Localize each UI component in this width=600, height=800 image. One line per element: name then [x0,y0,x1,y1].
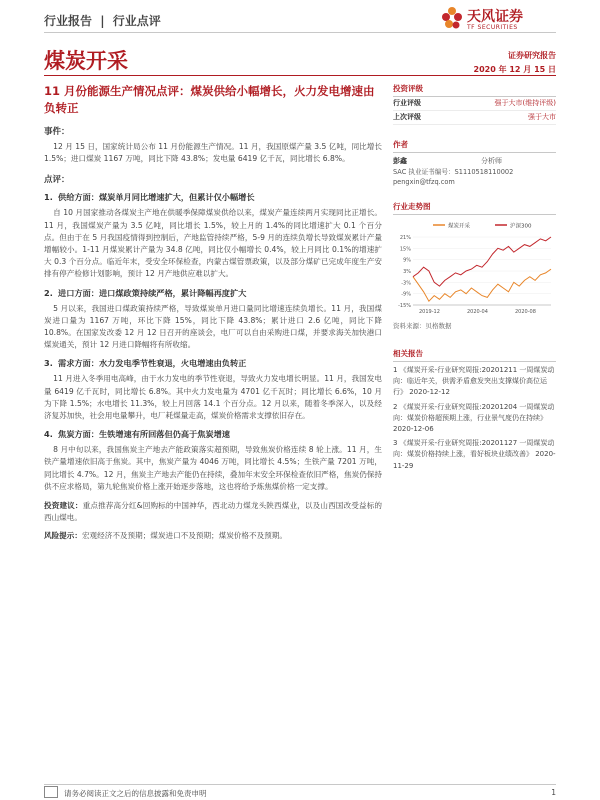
rating-row-previous [393,111,556,125]
section-import-text: 5 月以来，我国进口煤政策持续严格，导致煤炭单月进口量同比增速连续负增长。11 月，我国煤炭进口量为 1167 万吨，环比下降 15%，同比下降 43.8%；累计进口 2.6 亿吨，同比下降 10.8%。在国家发改委 12 月 12 日召开的座谈会，电厂可以自由采购进口煤，并要求海关加快港口煤炭通关，预计 12 月进口降幅将有所收缩。 [44,303,382,350]
section-supply-text: 自 10 月国家推动各煤炭主产地在供暖季保障煤炭供给以来，煤炭产量连续两月实现同比正增长。11 月，我国煤炭产量为 3.5 亿吨，同比增长 1.5%，较上月的 1.4%的同比增速扩大 0.1 个百分点。但由于在 5 月我国疫情得到控制后，产地监管持续严格，5-9 月的连续负增长导致煤炭累计产量增幅较小。1-11 月煤炭累计产量为 34.8 亿吨，同比仅小幅增长 0.4%，较上月同比 0.1%的增速扩大 0.3 个百分点。临近年末，受安全环保检查，内蒙古煤管票政策，以及部分煤矿已完成年度生产安排有停产检修计划影响，预计 12 月产地供应难以扩大。 [44,208,382,279]
report-headline: 11 月份能源生产情况点评：煤炭供给小幅增长，火力发电增速由负转正 [44,84,375,115]
investment-text: 重点推荐高分红&回购标的中国神华，西北动力煤龙头陕西煤业，以及山西国改受益标的西山煤电。 [44,501,383,523]
section-import-title [44,288,382,299]
section-coke-title [44,429,382,440]
y-tick-label: -3% [401,280,411,287]
rating-value: 强于大市 [528,113,556,121]
section-title: 需求方面：水力发电季节性衰退，火电增速由负转正 [58,358,247,369]
trend-chart [393,219,556,319]
rating-value: 强于大市(维持评级) [494,99,556,107]
series-line-hs300 [413,237,551,286]
section-demand-text: 11 月进入冬季用电高峰，由于水力发电的季节性衰退，导致火力发电增长明显。11 月，我国发电量 6419 亿千瓦时，同比增长 6.8%。其中火力发电量为 4701 亿千瓦时；同比增长 6.6%，10 月为下降 1.5%；水电增长 11.3%，较上月回落 14.1 个百分点。12 月以来，随着冬季深入，以及经济复苏加快，社会用电量攀升，电厂耗煤量走高，煤炭价格需求支撑依旧存在。 [44,374,382,421]
logo-name-en: TF SECURITIES [467,24,518,31]
risk-text: 宏观经济不及预期；煤炭进口不及预期；煤炭价格不及预期。 [81,531,287,541]
sidebar [393,80,556,472]
section-coke-text: 8 月中旬以来，我国焦炭主产地去产能政策落实超预期，导致焦炭价格连续 8 轮上涨。11 月，生铁产量增速依旧高于焦炭。其中，焦炭产量为 4046 万吨，同比增长 4.5%；生铁产量 7201 万吨，同比增长 4.7%。12 月，焦炭主产地去产能仍在持续，叠加年末安全环保检查依旧严格，焦炭仍保持供不应求格局，第九轮焦炭价格上涨开始逐步落地，这也将给予炼焦煤价格一定支撑。 [44,445,382,491]
event-heading: 事件： [44,127,70,137]
rating-key: 行业评级 [393,99,421,107]
breadcrumb-industry-report[interactable]: 行业报告 [44,14,93,28]
related-reports [393,365,556,472]
trend-chart-svg [393,219,556,319]
x-tick-label: 2020-04 [467,309,488,315]
header-breadcrumb [44,12,161,29]
related-report-item[interactable]: 1 《煤炭开采-行业研究周报:20201211 一周煤炭动向：临近年关，供需矛盾愈发突出支撑煤价高位运行》 2020-12-12 [393,366,555,397]
x-tick-label: 2020-08 [515,309,536,315]
legend-label: 沪深300 [510,223,532,230]
main-content [44,80,382,543]
related-report-item[interactable]: 3 《煤炭开采-行业研究周报:20201127 一周煤炭动向：煤炭价格持续上涨，看好板块业绩改善》 2020-11-29 [393,439,556,470]
investment-label: 投资建议： [44,501,83,511]
footer-disclaimer: 请务必阅读正文之后的信息披露和免责申明 [64,789,207,798]
author-sac: SAC 执业证书编号：S1110518110002 [393,168,514,176]
qr-code-icon [44,786,58,798]
logo-flower-icon [441,6,463,32]
page-number: 1 [551,788,556,797]
rating-row-industry [393,97,556,111]
risk-warning [44,530,382,542]
section-title: 供给方面：煤炭单月同比增速扩大，但累计仅小幅增长 [58,192,255,203]
author-row [393,156,556,167]
breadcrumb-separator: | [100,14,105,28]
legend-label: 煤炭开采 [448,223,471,230]
report-date: 2020 年 12 月 15 日 [473,65,556,74]
author-name: 彭鑫 [393,157,407,165]
related-report-item[interactable]: 2 《煤炭开采-行业研究周报:20201204 一周煤炭动向：煤炭价格超预期上涨，行业景气度仍在持续》 2020-12-06 [393,402,555,434]
section-number: 4. [44,429,53,440]
y-tick-label: 3% [403,269,411,275]
report-type: 证券研究报告 [508,51,556,60]
section-number: 1. [44,192,53,203]
header-divider [44,32,556,33]
industry-title: 煤炭开采 [44,49,128,73]
section-supply-title [44,192,382,203]
review-heading: 点评： [44,175,70,186]
rating-key: 上次评级 [393,113,421,121]
title-divider [44,75,556,76]
trend-heading: 行业走势图 [393,201,556,215]
author-role: 分析师 [481,157,502,165]
chart-source: 资料来源：贝格数据 [393,322,452,330]
section-number: 2. [44,287,53,298]
breadcrumb-industry-review[interactable]: 行业点评 [112,14,161,28]
logo-name-cn: 天风证券 [467,9,523,25]
footer-divider [44,784,556,785]
y-tick-label: 21% [399,235,411,241]
rating-heading: 投资评级 [393,83,556,97]
event-text: 12 月 15 日，国家统计局公布 11 月份能源生产情况。11 月，我国原煤产量 3.5 亿吨，同比增长 1.5%；进口煤炭 1167 万吨，同比下降 43.8%；发电量 6419 亿千瓦，同比增长 6.8%。 [44,142,382,164]
risk-label: 风险提示： [44,531,82,541]
x-tick-label: 2019-12 [419,309,440,315]
series-line-coal [413,269,551,301]
author-heading: 作者 [393,139,556,153]
y-tick-label: 9% [403,257,411,264]
y-tick-label: -15% [398,303,411,309]
author-email[interactable]: pengxin@tfzq.com [393,178,455,186]
y-tick-label: -9% [401,291,411,298]
related-heading: 相关报告 [393,348,556,362]
y-tick-label: 15% [399,246,411,253]
section-number: 3. [44,358,53,369]
section-title: 焦炭方面：生铁增速有所回落但仍高于焦炭增速 [58,429,230,440]
section-demand-title [44,358,382,369]
investment-advice [44,500,382,524]
section-title: 进口方面：进口煤政策持续严格，累计降幅再度扩大 [58,287,247,298]
